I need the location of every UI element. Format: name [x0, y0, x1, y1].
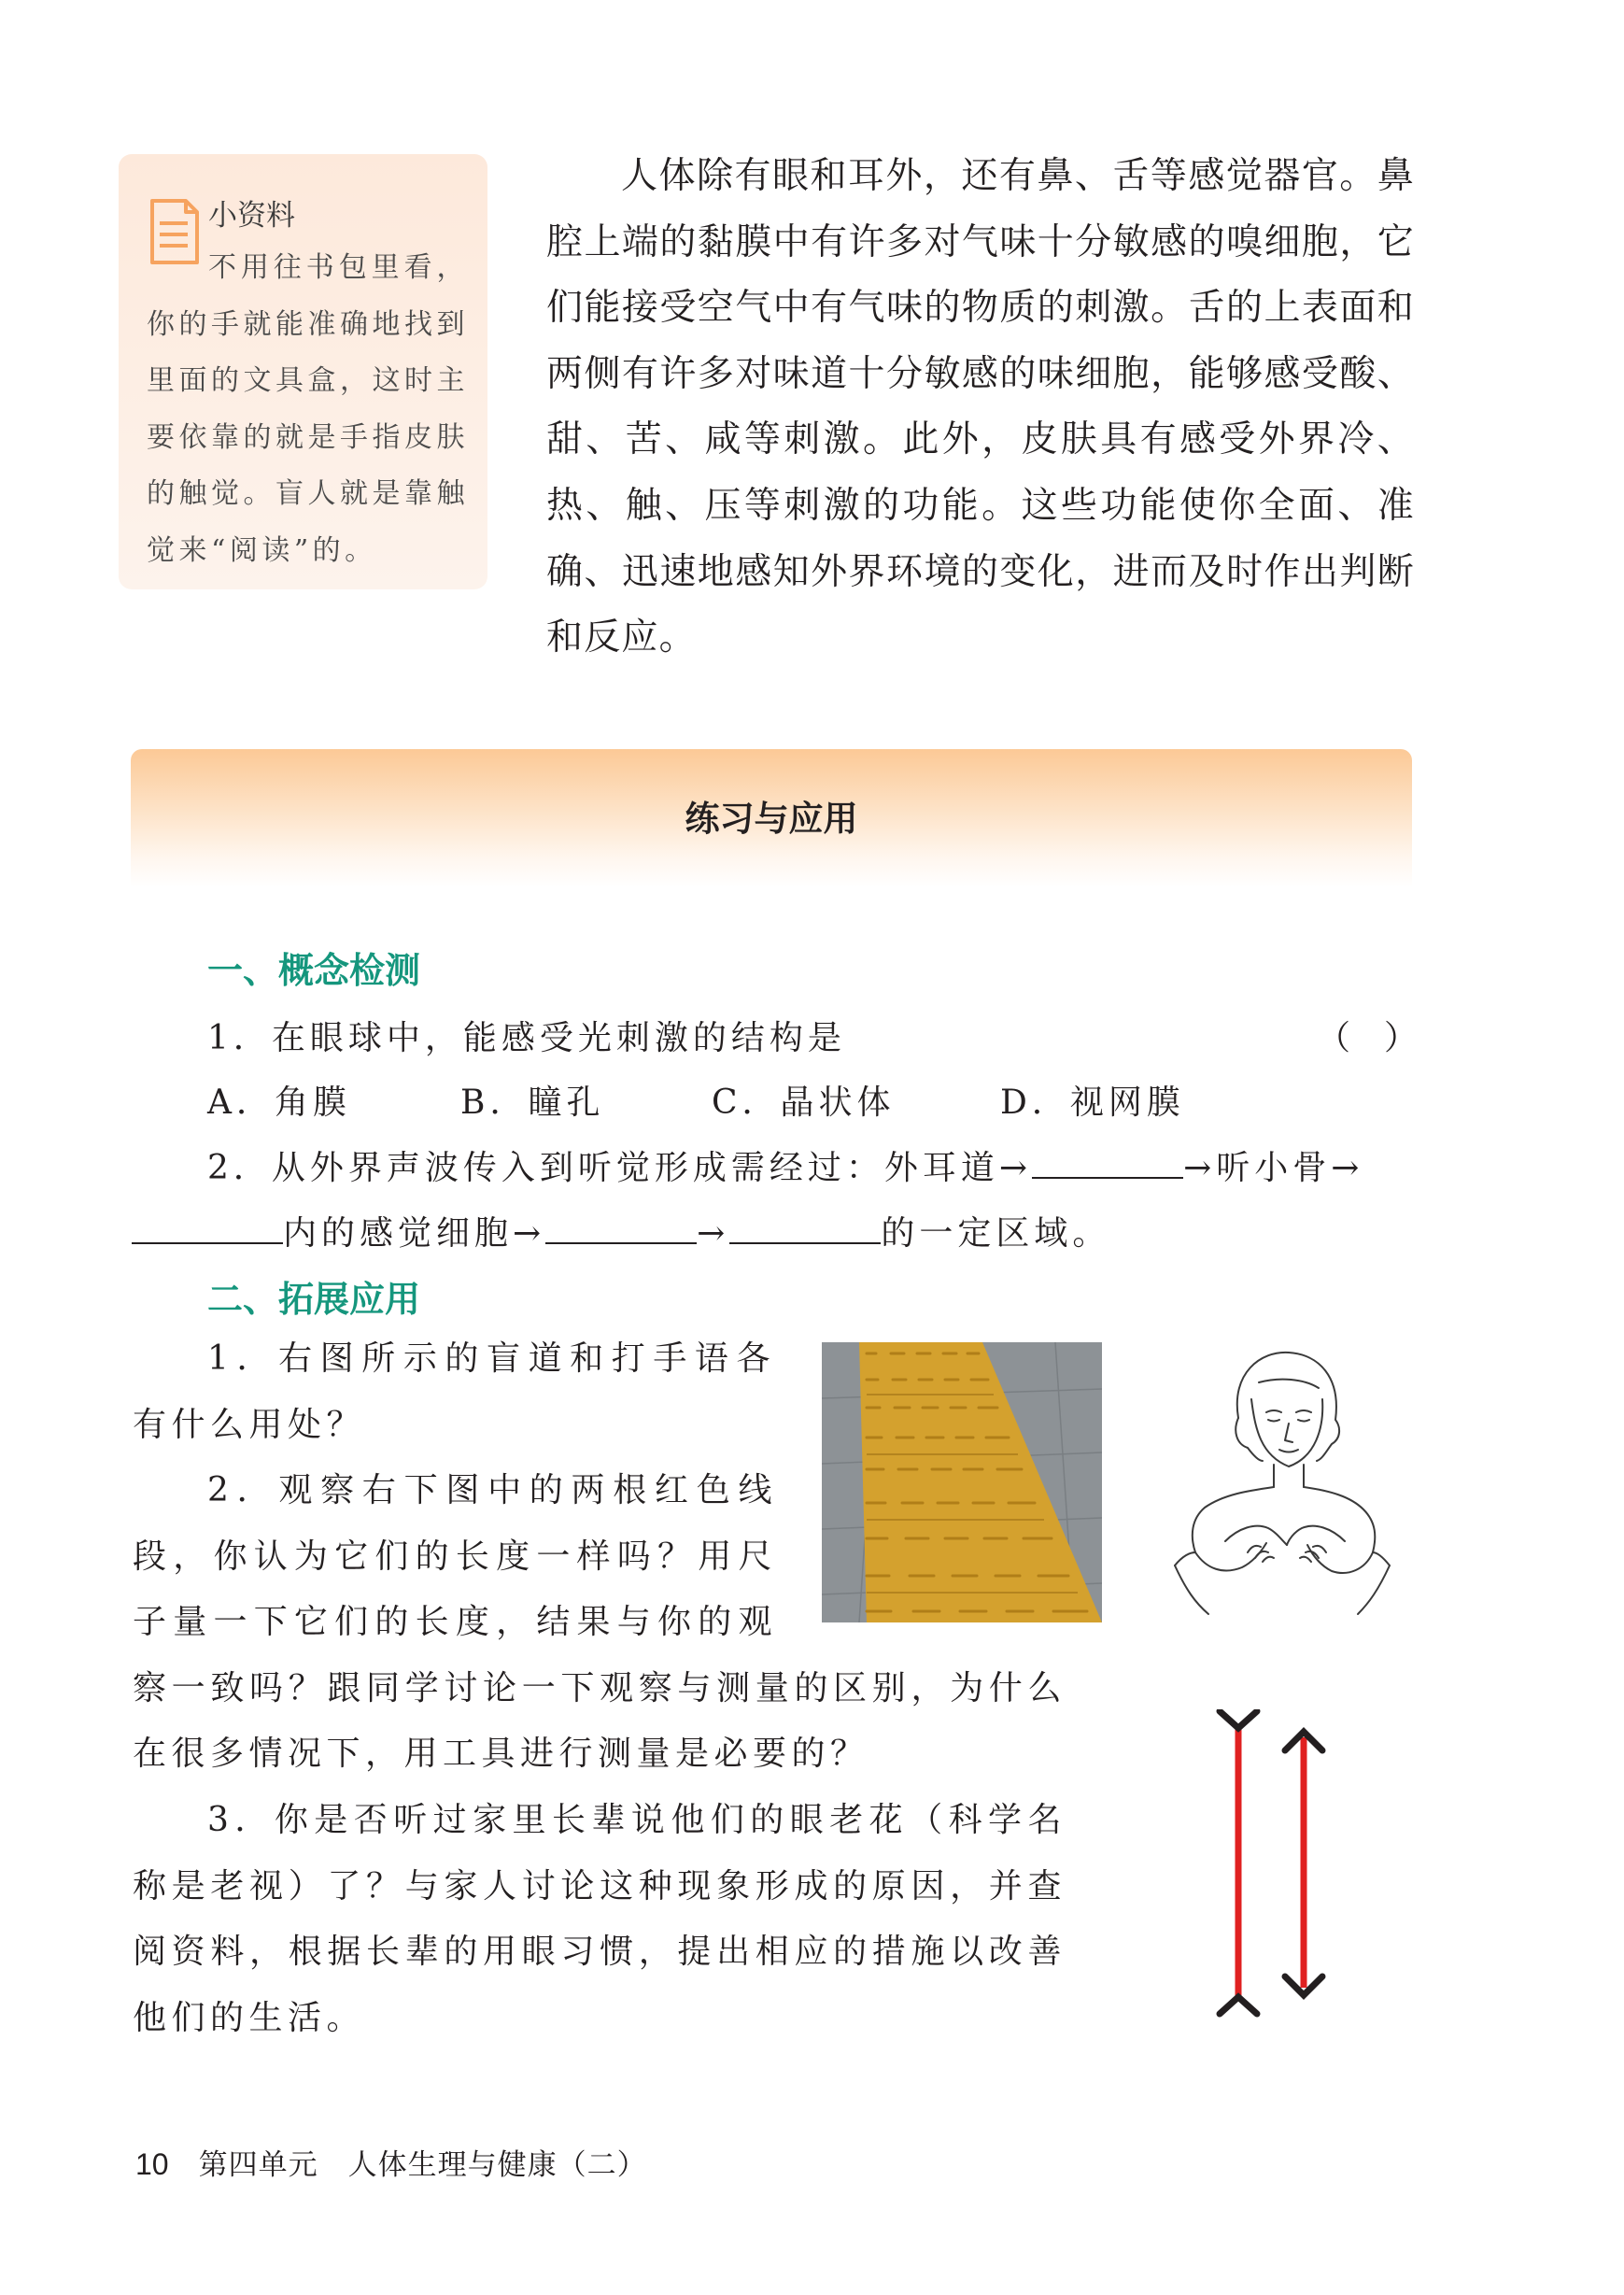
section-heading-concept-check: 一、概念检测	[207, 950, 421, 991]
q2-text-c: 内的感觉细胞→	[283, 1214, 546, 1253]
unit-title: 第四单元 人体生理与健康（二）	[198, 2148, 647, 2182]
tactile-paving-photo	[822, 1342, 1102, 1622]
sign-language-figure	[1158, 1345, 1397, 1616]
question-2-2-content: 2．观察右下图中的两根红色线段，你认为它们的长度一样吗？用尺子量一下它们的长度，结果与你的观察一致吗？跟同学讨论一下观察与测量的区别，为什么在很多情况下，用工具进行测量是必要的？	[133, 1471, 1066, 1773]
question-2-1: 1．右图所示的盲道和打手语各有什么用处？	[133, 1339, 775, 1444]
option-b: B．瞳孔	[460, 1084, 605, 1122]
answer-parentheses: （ ）	[1317, 1019, 1419, 1057]
sidebar-title: 小资料	[208, 199, 295, 233]
fill-blank[interactable]	[545, 1214, 697, 1244]
q2-text-e: 的一定区域。	[881, 1214, 1111, 1253]
q2-text-b: →听小骨→	[1183, 1149, 1364, 1187]
info-sidebar	[119, 154, 487, 589]
option-a: A．角膜	[207, 1084, 351, 1122]
sidebar-text: 不用往书包里看，你的手就能准确地找到里面的文具盒，这时主要依靠的就是手指皮肤的触觉。盲人就是靠触觉来“阅读”的。	[147, 251, 469, 567]
page-footer	[135, 2141, 647, 2183]
option-c: C．晶状体	[712, 1084, 896, 1122]
question-1-2-line1	[207, 1141, 1363, 1189]
exercise-banner	[131, 749, 1412, 887]
q2-text-d: →	[697, 1214, 730, 1253]
fill-blank[interactable]	[1032, 1149, 1183, 1179]
fill-blank[interactable]	[729, 1214, 881, 1244]
option-d: D．视网膜	[1000, 1084, 1185, 1122]
question-2-3: 3．你是否听过家里长辈说他们的眼老花（科学名称是老视）了？与家人讨论这种现象形成的原因，并查阅资料，根据长辈的用眼习惯，提出相应的措施以改善他们的生活。	[133, 1801, 1066, 2037]
question-1-1: 1．在眼球中，能感受光刺激的结构是	[207, 1019, 846, 1057]
page-number: 10	[135, 2147, 169, 2181]
banner-title: 练习与应用	[685, 799, 858, 839]
section-heading-extended-application: 二、拓展应用	[207, 1279, 421, 1320]
question-1-2-line2	[132, 1207, 1110, 1254]
fill-blank[interactable]	[132, 1214, 283, 1244]
muller-lyer-illusion-figure	[1205, 1709, 1345, 2018]
q2-text-a: 2．从外界声波传入到听觉形成需经过：外耳道→	[207, 1149, 1033, 1187]
intro-paragraph: 人体除有眼和耳外，还有鼻、舌等感觉器官。鼻腔上端的黏膜中有许多对气味十分敏感的嗅细胞，它们能接受空气中有气味的物质的刺激。舌的上表面和两侧有许多对味道十分敏感的味细胞，能够感受酸、甜、苦、咸等刺激。此外，皮肤具有感受外界冷、热、触、压等刺激的功能。这些功能使你全面、准确、迅速地感知外界环境的变化，进而及时作出判断和反应。	[546, 155, 1415, 659]
